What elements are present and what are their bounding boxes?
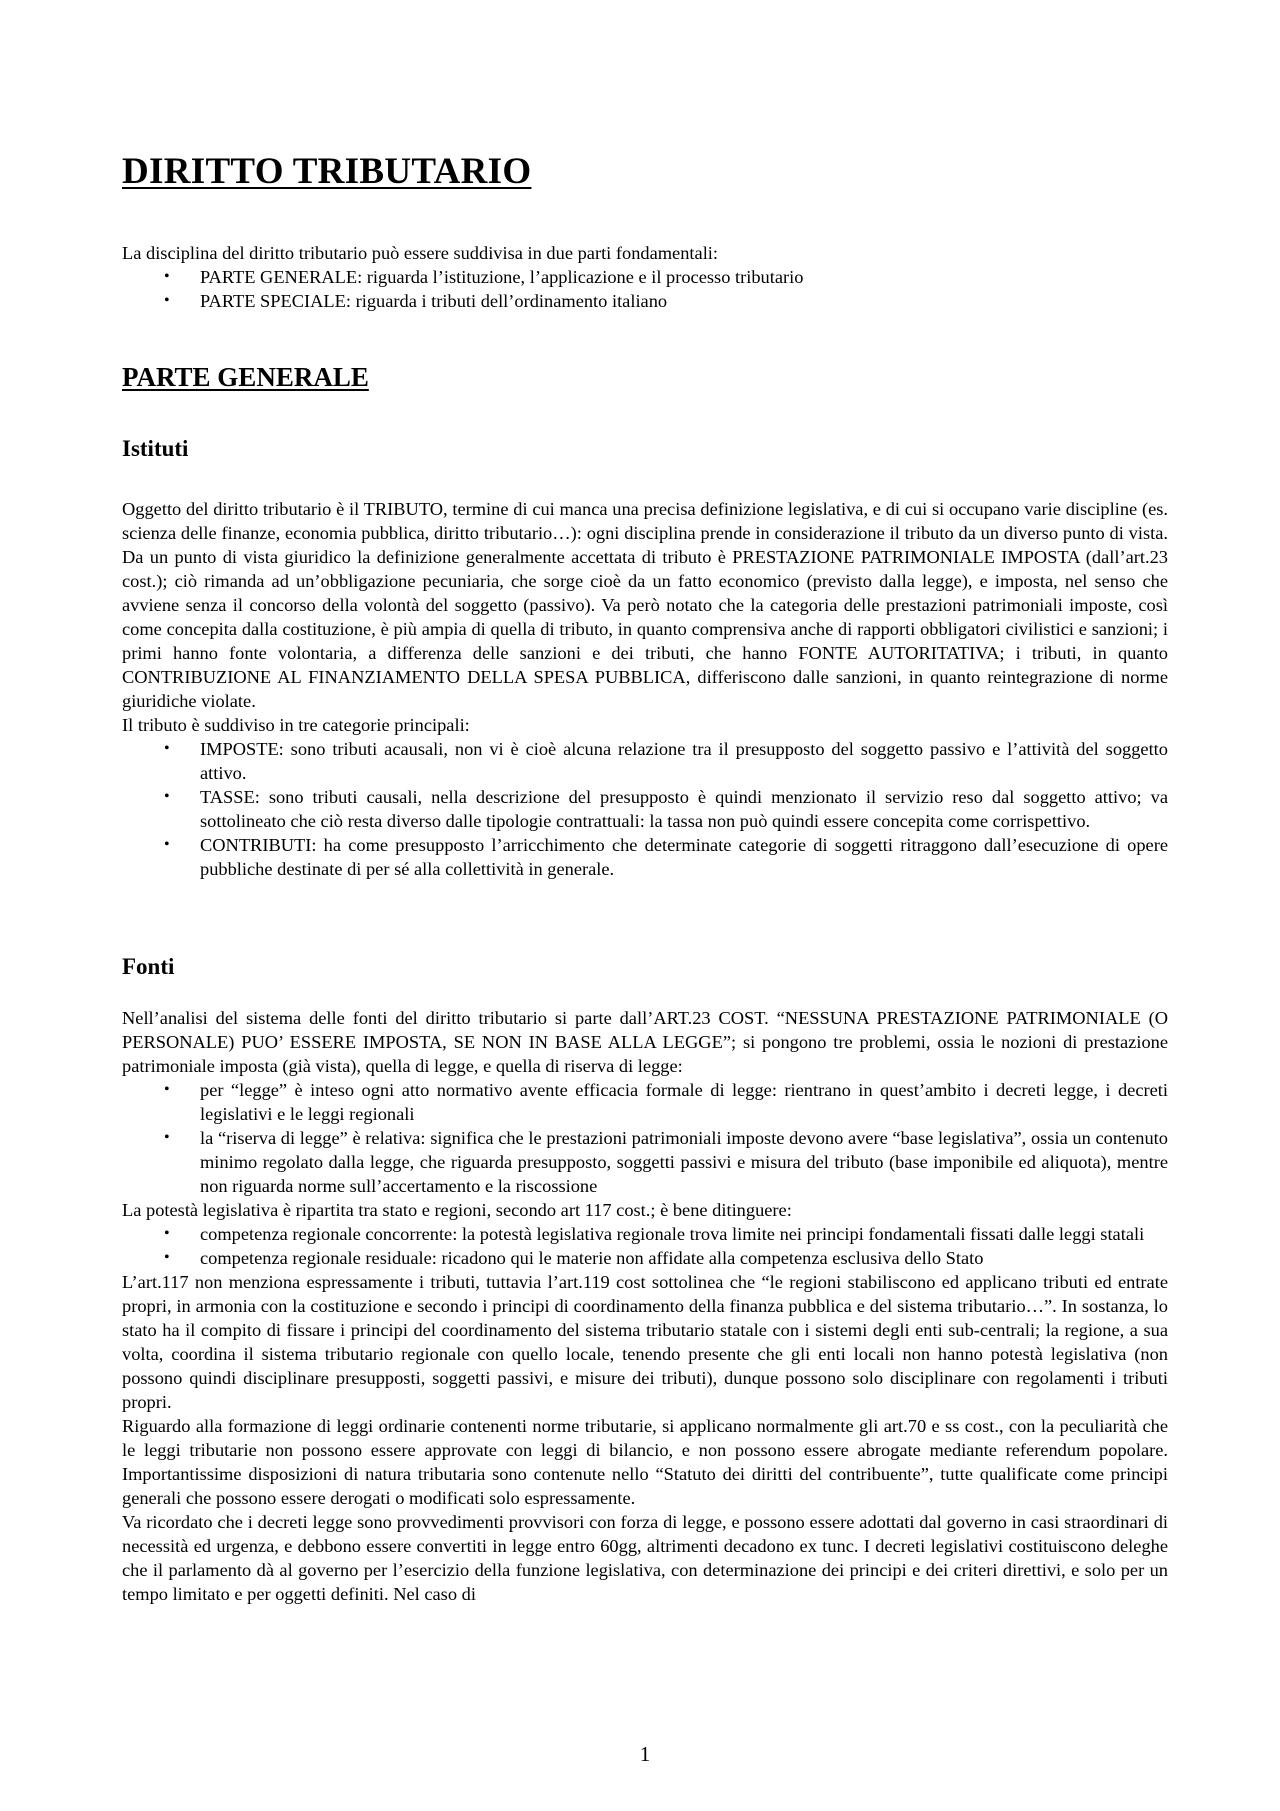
fonti-paragraph-2: La potestà legislativa è ripartita tra stato e regioni, secondo art 117 cost.; è bene ditinguere: bbox=[122, 1200, 792, 1220]
bullet-icon: • bbox=[164, 836, 170, 853]
bullet-icon: • bbox=[164, 1249, 170, 1266]
intro-section bbox=[122, 241, 1168, 313]
page-number: 1 bbox=[639, 1742, 651, 1766]
fonti-section bbox=[122, 1006, 1168, 1606]
list-item: • IMPOSTE: sono tributi acausali, non vi è cioè alcuna relazione tra il presupposto del soggetto passivo e l’attività del soggetto attivo. bbox=[164, 739, 1168, 783]
list-item: • competenza regionale residuale: ricadono qui le materie non affidate alla competenza esclusiva dello Stato bbox=[164, 1248, 984, 1268]
list-item: • CONTRIBUTI: ha come presupposto l’arricchimento che determinate categorie di soggetti ritraggono dall’esecuzione di opere pubbliche destinate di per sé alla collettività in generale. bbox=[164, 835, 1168, 879]
bullet-icon: • bbox=[164, 1081, 170, 1098]
fonti-paragraph-5: Va ricordato che i decreti legge sono provvedimenti provvisori con forza di legge, e possono essere adottati dal governo in casi straordinari di necessità ed urgenza, e debbono essere convertiti in legge entro 60gg, altrimenti decadono ex tunc. I decreti legislativi costituiscono deleghe che il parlamento dà al governo per l’esercizio della funzione legislativa, con determinazione dei principi e dei criteri direttivi, e solo per un tempo limitato e per oggetti definiti. Nel caso di bbox=[122, 1512, 1168, 1604]
bullet-icon: • bbox=[164, 1129, 170, 1146]
list-item: • TASSE: sono tributi causali, nella descrizione del presupposto è quindi menzionato il servizio reso dal soggetto attivo; va sottolineato che ciò resta diverso dalle tipologie contrattuali: la tassa non può quindi essere concepita come corrispettivo. bbox=[164, 787, 1168, 831]
fonti-paragraph-4: Riguardo alla formazione di leggi ordinarie contenenti norme tributarie, si applicano normalmente gli art.70 e ss cost., con la peculiarità che le leggi tributarie non possono essere approvate con leggi di bilancio, e non possono essere abrogate mediante referendum popolare. Importantissime disposizioni di natura tributaria sono contenute nello “Statuto dei diritti del contribuente”, tutte qualificate come principi generali che possono essere derogati o modificati solo espressamente. bbox=[122, 1416, 1168, 1508]
istituti-heading: Istituti bbox=[122, 436, 189, 461]
istituti-paragraph-1: Oggetto del diritto tributario è il TRIBUTO, termine di cui manca una precisa definizione legislativa, e di cui si occupano varie discipline (es. scienza delle finanze, economia pubblica, diritto tributario…): ogni disciplina prende in considerazione il tributo da un diverso punto di vista. Da un punto di vista giuridico la definizione generalmente accettata di tributo è PRESTAZIONE PATRIMONIALE IMPOSTA (dall’art.23 cost.); ciò rimanda ad un’obbligazione pecuniaria, che sorge cioè da un fatto economico (previsto dalla legge), e imposta, nel senso che avviene senza il concorso della volontà del soggetto (passivo). Va però notato che la categoria delle prestazioni patrimoniali imposte, così come concepita dalla costituzione, è più ampia di quella di tributo, in quanto comprensiva anche di rapporti obbligatori civilistici e sanzioni; i primi hanno fonte volontaria, a differenza delle sanzioni e dei tributi, che hanno FONTE AUTORITATIVA; i tributi, in quanto CONTRIBUZIONE AL FINANZIAMENTO DELLA SPESA PUBBLICA, differiscono dalle sanzioni, in quanto reintegrazione di norme giuridiche violate. bbox=[122, 499, 1168, 711]
list-item: • PARTE GENERALE: riguarda l’istituzione, l’applicazione e il processo tributario bbox=[164, 267, 804, 287]
list-item: • per “legge” è inteso ogni atto normativo avente efficacia formale di legge: rientrano in quest’ambito i decreti legge, i decreti legislativi e le leggi regionali bbox=[164, 1080, 1168, 1124]
part-heading: PARTE GENERALE bbox=[122, 362, 369, 392]
bullet-icon: • bbox=[164, 292, 170, 309]
document-title: DIRITTO TRIBUTARIO bbox=[122, 151, 532, 192]
fonti-heading: Fonti bbox=[122, 954, 175, 979]
intro-paragraph: La disciplina del diritto tributario può essere suddivisa in due parti fondamentali: bbox=[122, 243, 719, 263]
list-item: • PARTE SPECIALE: riguarda i tributi dell’ordinamento italiano bbox=[164, 291, 668, 311]
tributi-categories-list bbox=[122, 737, 1168, 881]
legge-list bbox=[122, 1078, 1168, 1198]
bullet-icon: • bbox=[164, 268, 170, 285]
list-item: • la “riserva di legge” è relativa: significa che le prestazioni patrimoniali imposte devono avere “base legislativa”, ossia un contenuto minimo regolato dalla legge, che riguarda presupposto, soggetti passivi e misura del tributo (base imponibile ed aliquota), mentre non riguarda norme sull’accertamento e la riscossione bbox=[164, 1128, 1168, 1196]
bullet-icon: • bbox=[164, 1225, 170, 1242]
bullet-icon: • bbox=[164, 788, 170, 805]
intro-list bbox=[122, 265, 1168, 313]
bullet-icon: • bbox=[164, 740, 170, 757]
fonti-paragraph-3: L’art.117 non menziona espressamente i tributi, tuttavia l’art.119 cost sottolinea che “le regioni stabiliscono ed applicano tributi ed entrate propri, in armonia con la costituzione e secondo i principi di coordinamento della finanza pubblica e del sistema tributario…”. In sostanza, lo stato ha il compito di fissare i principi del coordinamento del sistema tributario statale con i sistemi degli enti sub-centrali; la regione, a sua volta, coordina il sistema tributario regionale con quello locale, tenendo presente che gli enti locali non hanno potestà legislativa (non possono quindi disciplinare presupposti, soggetti passivi, e misure dei tributi), dunque possono solo disciplinare con regolamenti i tributi propri. bbox=[122, 1272, 1168, 1412]
fonti-paragraph-1: Nell’analisi del sistema delle fonti del diritto tributario si parte dall’ART.23 COST. “NESSUNA PRESTAZIONE PATRIMONIALE (O PERSONALE) PUO’ ESSERE IMPOSTA, SE NON IN BASE ALLA LEGGE”; si pongono tre problemi, ossia le nozioni di prestazione patrimoniale imposta (già vista), quella di legge, e quella di riserva di legge: bbox=[122, 1008, 1168, 1076]
istituti-section bbox=[122, 497, 1168, 881]
istituti-paragraph-2: Il tributo è suddiviso in tre categorie principali: bbox=[122, 715, 470, 735]
competenza-list bbox=[122, 1222, 1168, 1270]
list-item: • competenza regionale concorrente: la potestà legislativa regionale trova limite nei principi fondamentali fissati dalle leggi statali bbox=[164, 1224, 1145, 1244]
